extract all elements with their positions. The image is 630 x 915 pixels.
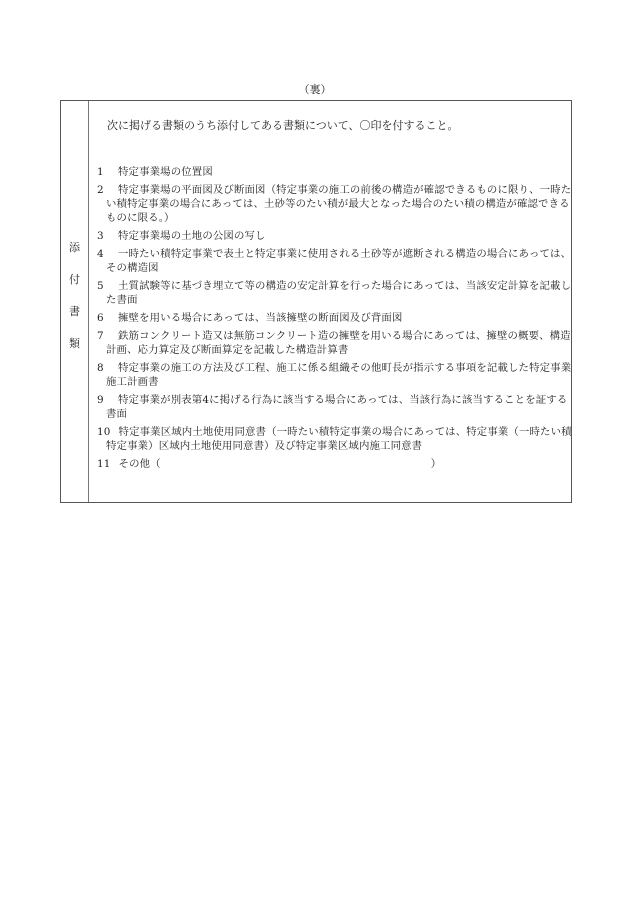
item-text: 一時たい積特定事業で表土と特定事業に使用される土砂等が遮断される構造の場合にあっては、その構造図 xyxy=(106,248,572,274)
item-text: 擁壁を用いる場合にあっては、当該擁壁の断面図及び背面図 xyxy=(118,312,403,324)
document-list xyxy=(97,165,572,475)
list-item[interactable] xyxy=(97,165,572,179)
row-label-char: 類 xyxy=(69,337,80,350)
list-item[interactable] xyxy=(97,279,572,307)
item-number: 8 xyxy=(97,362,104,374)
list-item[interactable] xyxy=(97,393,572,421)
row-label-char: 書 xyxy=(69,305,80,318)
list-item[interactable] xyxy=(97,311,572,325)
row-label-char: 付 xyxy=(69,273,80,286)
item-number: 11 xyxy=(97,458,111,470)
item-text: 特定事業場の土地の公図の写し xyxy=(118,230,266,242)
item-number: 3 xyxy=(97,230,104,242)
item-number: 6 xyxy=(97,312,104,324)
list-item-other[interactable] xyxy=(97,457,572,471)
list-item[interactable] xyxy=(97,183,572,225)
list-item[interactable] xyxy=(97,425,572,453)
item-text: 特定事業区域内土地使用同意書（一時たい積特定事業の場合にあっては、特定事業（一時たい積特定事業）区域内土地使用同意書）及び特定事業区域内施工同意書 xyxy=(106,426,572,452)
item-number: 7 xyxy=(97,330,104,342)
item-text: 特定事業場の平面図及び断面図（特定事業の施工の前後の構造が確認できるものに限り、一時たい積特定事業の場合にあっては、土砂等のたい積が最大となった場合のたい積の構造が確認できるものに限る。） xyxy=(106,184,572,224)
item-number: 10 xyxy=(97,426,111,438)
item-number: 4 xyxy=(97,248,104,260)
item-text: 特定事業の施工の方法及び工程、施工に係る組織その他町長が指示する事項を記載した特定事業施工計画書 xyxy=(106,362,572,388)
item-number: 9 xyxy=(97,394,104,406)
item-number: 1 xyxy=(97,166,104,178)
list-item[interactable] xyxy=(97,229,572,243)
item-number: 2 xyxy=(97,184,104,196)
list-item[interactable] xyxy=(97,247,572,275)
instruction-text: 次に掲げる書類のうち添付してある書類について、〇印を付すること。 xyxy=(107,119,459,132)
item-text: 土質試験等に基づき埋立て等の構造の安定計算を行った場合にあっては、当該安定計算を記載した書面 xyxy=(106,280,572,306)
item-text: 特定事業が別表第4に掲げる行為に該当する場合にあっては、当該行為に該当することを証する書面 xyxy=(106,394,568,420)
row-label-attached-documents xyxy=(61,101,89,502)
item-text: その他（ xyxy=(118,458,161,470)
list-item[interactable] xyxy=(97,329,572,357)
list-item[interactable] xyxy=(97,361,572,389)
item-text-close: ） xyxy=(430,458,442,470)
attachments-table xyxy=(60,100,572,503)
item-number: 5 xyxy=(97,280,104,292)
page-side-label: （裏） xyxy=(298,83,332,96)
row-label-char: 添 xyxy=(69,241,80,254)
attachments-content xyxy=(89,101,571,502)
item-text: 特定事業場の位置図 xyxy=(118,166,213,178)
item-text: 鉄筋コンクリート造又は無筋コンクリート造の擁壁を用いる場合にあっては、擁壁の概要、構造計画、応力算定及び断面算定を記載した構造計算書 xyxy=(106,330,571,356)
